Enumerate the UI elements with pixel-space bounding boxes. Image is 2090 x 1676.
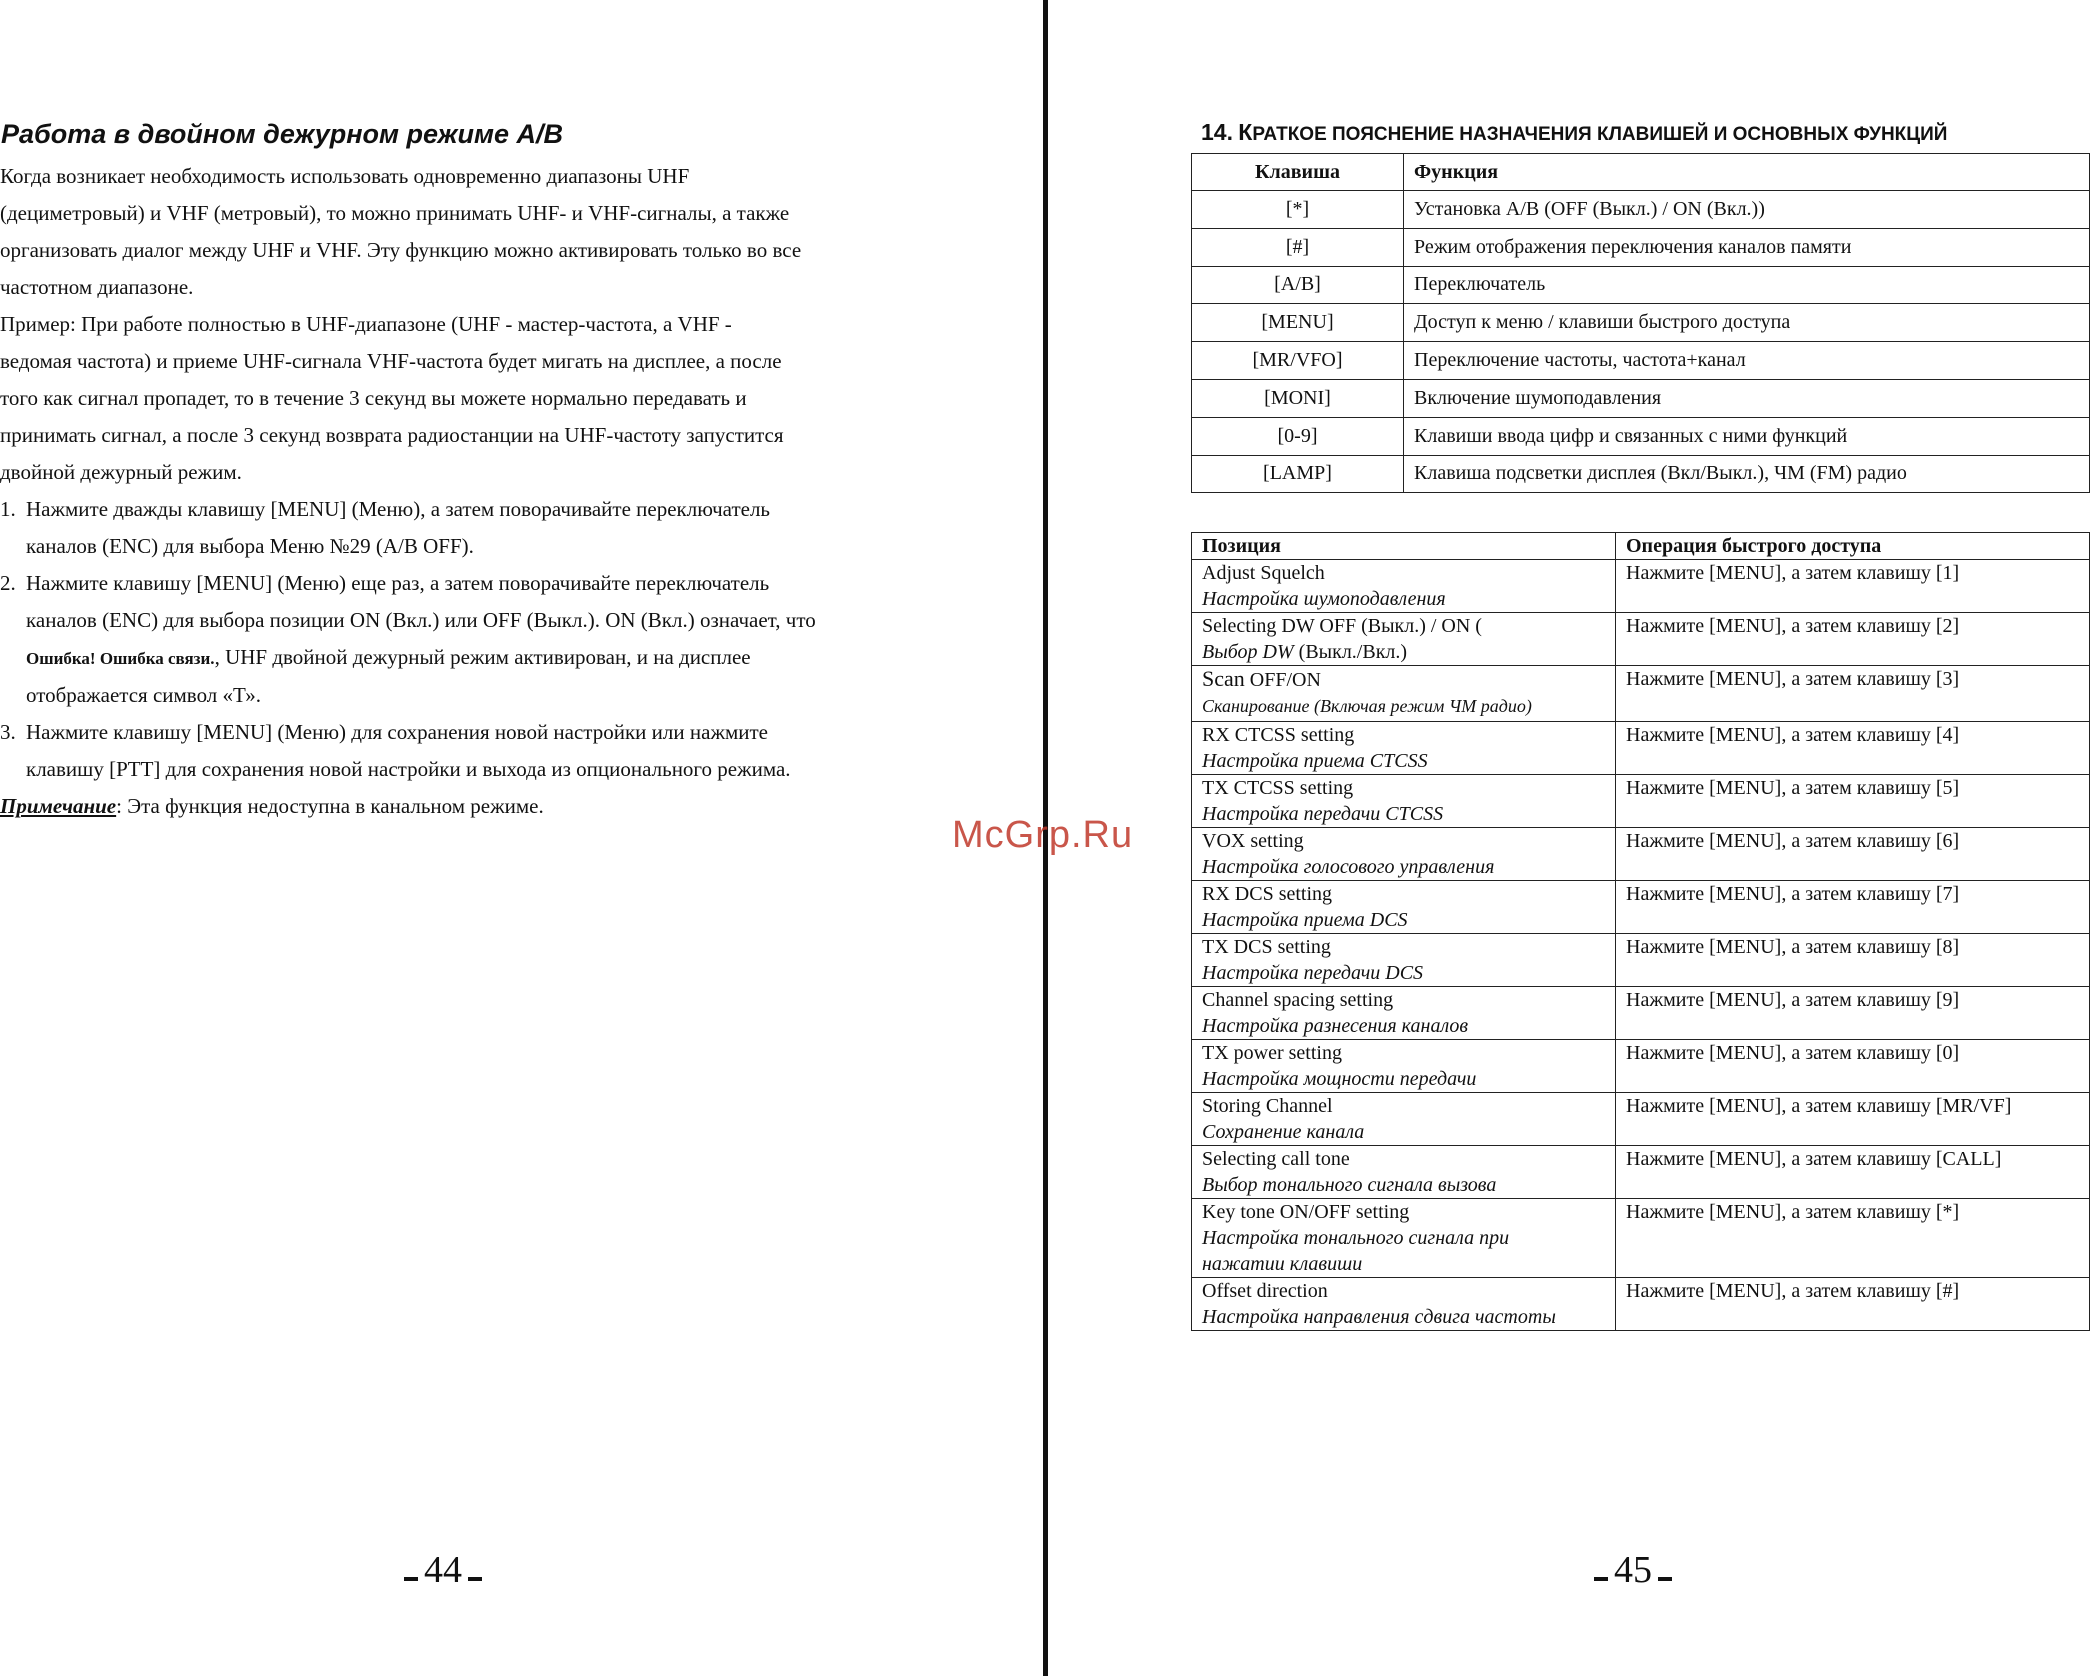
header-operation: Операция быстрого доступа: [1616, 533, 2090, 560]
table-row: [1192, 379, 2090, 417]
table-row: [1192, 304, 2090, 342]
keys-header-row: [1192, 154, 2090, 191]
position-ru: Настройка голосового управления: [1202, 856, 1495, 878]
step-text: клавишу [PTT] для сохранения новой настройки и выхода из опционального режима.: [26, 757, 791, 781]
step-text: отображается символ «Т».: [26, 683, 262, 707]
watermark: McGrp.Ru: [952, 814, 1134, 856]
table-row: [1192, 266, 2090, 304]
position-ru: Настройка передачи DCS: [1202, 962, 1424, 984]
key-cell: [0-9]: [1192, 417, 1404, 455]
step-1: [0, 491, 905, 565]
table-row: [1192, 342, 2090, 380]
position-ru: Выбор DW: [1202, 641, 1294, 663]
position-ru: Настройка приема CTCSS: [1202, 750, 1428, 772]
position-ru: Сохранение канала: [1202, 1121, 1365, 1143]
example-line: Пример: При работе полностью в UHF-диапазоне (UHF - мастер-частота, а VHF -: [0, 312, 732, 336]
position-en: VOX setting: [1202, 830, 1304, 852]
quick-access-table: [1191, 532, 2090, 1331]
function-cell: Включение шумоподавления: [1404, 379, 2090, 417]
function-cell: Клавиша подсветки дисплея (Вкл/Выкл.), ЧМ (FM) радио: [1404, 455, 2090, 493]
position-cell: [1192, 1093, 1616, 1146]
operation-cell: Нажмите [MENU], а затем клавишу [1]: [1616, 560, 2090, 613]
table-row: [1192, 775, 2090, 828]
position-ru-tail: (Выкл./Вкл.): [1293, 641, 1408, 663]
position-en: Key tone ON/OFF setting: [1202, 1201, 1410, 1223]
step-text: Нажмите клавишу [MENU] (Меню) для сохранения новой настройки или нажмите: [26, 720, 768, 744]
section-14-title: [1201, 118, 1947, 149]
table-row: [1192, 1146, 2090, 1199]
table-row: [1192, 1278, 2090, 1331]
step-text: каналов (ENC) для выбора позиции ON (Вкл.) или OFF (Выкл.). ON (Вкл.) означает, что: [26, 608, 816, 632]
step-text: каналов (ENC) для выбора Меню №29 (A/B OFF).: [26, 534, 474, 558]
operation-cell: Нажмите [MENU], а затем клавишу [5]: [1616, 775, 2090, 828]
step-number: 3.: [0, 720, 16, 744]
section-title-text: РАТКОЕ ПОЯСНЕНИЕ НАЗНАЧЕНИЯ КЛАВИШЕЙ И ОСНОВНЫХ ФУНКЦИЙ: [1252, 124, 1948, 145]
position-ru: Настройка разнесения каналов: [1202, 1015, 1469, 1037]
intro-line: организовать диалог между UHF и VHF. Эту функцию можно активировать только во все: [0, 238, 802, 262]
table-row: [1192, 455, 2090, 493]
position-ru: Сканирование (Включая режим ЧМ радио): [1202, 696, 1532, 716]
key-cell: [#]: [1192, 228, 1404, 266]
header-position: Позиция: [1192, 533, 1616, 560]
key-cell: [A/B]: [1192, 266, 1404, 304]
table-row: [1192, 560, 2090, 613]
operation-cell: Нажмите [MENU], а затем клавишу [MR/VF]: [1616, 1093, 2090, 1146]
function-cell: Доступ к меню / клавиши быстрого доступа: [1404, 304, 2090, 342]
position-ru: Настройка шумоподавления: [1202, 588, 1446, 610]
position-cell: [1192, 1146, 1616, 1199]
operation-cell: Нажмите [MENU], а затем клавишу [6]: [1616, 828, 2090, 881]
operation-cell: Нажмите [MENU], а затем клавишу [2]: [1616, 613, 2090, 666]
step-2: [0, 565, 905, 714]
operation-cell: Нажмите [MENU], а затем клавишу [3]: [1616, 666, 2090, 722]
step-number: 2.: [0, 571, 16, 595]
example-line: того как сигнал пропадет, то в течение 3 секунд вы можете нормально передавать и: [0, 386, 747, 410]
example-paragraph: [0, 306, 905, 491]
position-en: Channel spacing setting: [1202, 989, 1394, 1011]
left-page: [0, 118, 905, 825]
function-cell: Режим отображения переключения каналов памяти: [1404, 228, 2090, 266]
page-number-left: [398, 1548, 488, 1592]
operation-cell: Нажмите [MENU], а затем клавишу [7]: [1616, 881, 2090, 934]
header-function: Функция: [1404, 154, 2090, 191]
position-en: Selecting DW OFF (Выкл.) / ON (: [1202, 615, 1482, 637]
position-en: TX CTCSS setting: [1202, 777, 1354, 799]
key-cell: [MENU]: [1192, 304, 1404, 342]
position-en: Offset direction: [1202, 1280, 1328, 1302]
function-cell: Клавиши ввода цифр и связанных с ними функций: [1404, 417, 2090, 455]
note: [0, 788, 905, 825]
position-ru: Настройка приема DCS: [1202, 909, 1408, 931]
position-cell: [1192, 722, 1616, 775]
table-row: [1192, 881, 2090, 934]
position-cell: [1192, 666, 1616, 722]
position-cell: [1192, 775, 1616, 828]
operation-cell: Нажмите [MENU], а затем клавишу [9]: [1616, 987, 2090, 1040]
table-row: [1192, 934, 2090, 987]
page-number-right: [1588, 1548, 1678, 1592]
table-row: [1192, 191, 2090, 229]
table-row: [1192, 666, 2090, 722]
position-ru: Настройка тонального сигнала при: [1202, 1227, 1510, 1249]
section-number: 14.: [1201, 119, 1233, 145]
position-ru: Настройка мощности передачи: [1202, 1068, 1477, 1090]
table-row: [1192, 1040, 2090, 1093]
position-en-big: Scan: [1202, 666, 1245, 691]
function-cell: Установка A/B (OFF (Выкл.) / ON (Вкл.)): [1404, 191, 2090, 229]
table-row: [1192, 228, 2090, 266]
position-en: Selecting call tone: [1202, 1148, 1350, 1170]
position-cell: [1192, 934, 1616, 987]
position-ru: Выбор тонального сигнала вызова: [1202, 1174, 1497, 1196]
position-cell: [1192, 613, 1616, 666]
position-cell: [1192, 1278, 1616, 1331]
position-cell: [1192, 987, 1616, 1040]
step-text: , UHF двойной дежурный режим активирован, и на дисплее: [214, 645, 751, 669]
table-row: [1192, 722, 2090, 775]
keys-table: [1191, 153, 2090, 493]
page-number-value: 45: [1614, 1549, 1652, 1591]
operation-cell: Нажмите [MENU], а затем клавишу [#]: [1616, 1278, 2090, 1331]
error-text: Ошибка! Ошибка связи.: [26, 649, 215, 668]
table-row: [1192, 613, 2090, 666]
table-row: [1192, 828, 2090, 881]
intro-line: (дециметровый) и VHF (метровый), то можно принимать UHF- и VHF-сигналы, а также: [0, 201, 790, 225]
header-key: Клавиша: [1192, 154, 1404, 191]
example-line: ведомая частота) и приеме UHF-сигнала VHF-частота будет мигать на дисплее, а после: [0, 349, 782, 373]
intro-line: частотном диапазоне.: [0, 275, 194, 299]
section-title-first-letter: К: [1238, 119, 1253, 145]
position-en: TX power setting: [1202, 1042, 1342, 1064]
table-row: [1192, 417, 2090, 455]
step-text: Нажмите дважды клавишу [MENU] (Меню), а затем поворачивайте переключатель: [26, 497, 771, 521]
key-cell: [*]: [1192, 191, 1404, 229]
example-line: двойной дежурный режим.: [0, 460, 242, 484]
position-cell: [1192, 881, 1616, 934]
position-en: OFF/ON: [1244, 669, 1321, 691]
operation-cell: Нажмите [MENU], а затем клавишу [4]: [1616, 722, 2090, 775]
key-cell: [MONI]: [1192, 379, 1404, 417]
table-row: [1192, 987, 2090, 1040]
ops-header-row: [1192, 533, 2090, 560]
position-en: RX DCS setting: [1202, 883, 1333, 905]
position-en: RX CTCSS setting: [1202, 724, 1355, 746]
key-cell: [LAMP]: [1192, 455, 1404, 493]
position-ru-line2: нажатии клавиши: [1202, 1253, 1363, 1275]
position-cell: [1192, 1199, 1616, 1278]
operation-cell: Нажмите [MENU], а затем клавишу [8]: [1616, 934, 2090, 987]
intro-paragraph: [0, 158, 905, 306]
position-ru: Настройка направления сдвига частоты: [1202, 1306, 1556, 1328]
operation-cell: Нажмите [MENU], а затем клавишу [*]: [1616, 1199, 2090, 1278]
function-cell: Переключатель: [1404, 266, 2090, 304]
section-heading: Работа в двойном дежурном режиме A/B: [1, 119, 564, 149]
step-number: 1.: [0, 497, 16, 521]
step-text: Нажмите клавишу [MENU] (Меню) еще раз, а затем поворачивайте переключатель: [26, 571, 770, 595]
position-cell: [1192, 828, 1616, 881]
page-number-value: 44: [424, 1549, 462, 1591]
position-en: Adjust Squelch: [1202, 562, 1325, 584]
table-row: [1192, 1093, 2090, 1146]
step-3: [0, 714, 905, 788]
position-en: Storing Channel: [1202, 1095, 1333, 1117]
note-label: Примечание: [0, 794, 117, 818]
position-cell: [1192, 1040, 1616, 1093]
operation-cell: Нажмите [MENU], а затем клавишу [CALL]: [1616, 1146, 2090, 1199]
key-cell: [MR/VFO]: [1192, 342, 1404, 380]
note-text: : Эта функция недоступна в канальном режиме.: [116, 794, 544, 818]
position-ru: Настройка передачи CTCSS: [1202, 803, 1444, 825]
function-cell: Переключение частоты, частота+канал: [1404, 342, 2090, 380]
position-en: TX DCS setting: [1202, 936, 1331, 958]
table-row: [1192, 1199, 2090, 1278]
position-cell: [1192, 560, 1616, 613]
example-line: принимать сигнал, а после 3 секунд возврата радиостанции на UHF-частоту запустится: [0, 423, 784, 447]
operation-cell: Нажмите [MENU], а затем клавишу [0]: [1616, 1040, 2090, 1093]
intro-line: Когда возникает необходимость использовать одновременно диапазоны UHF: [0, 164, 690, 188]
